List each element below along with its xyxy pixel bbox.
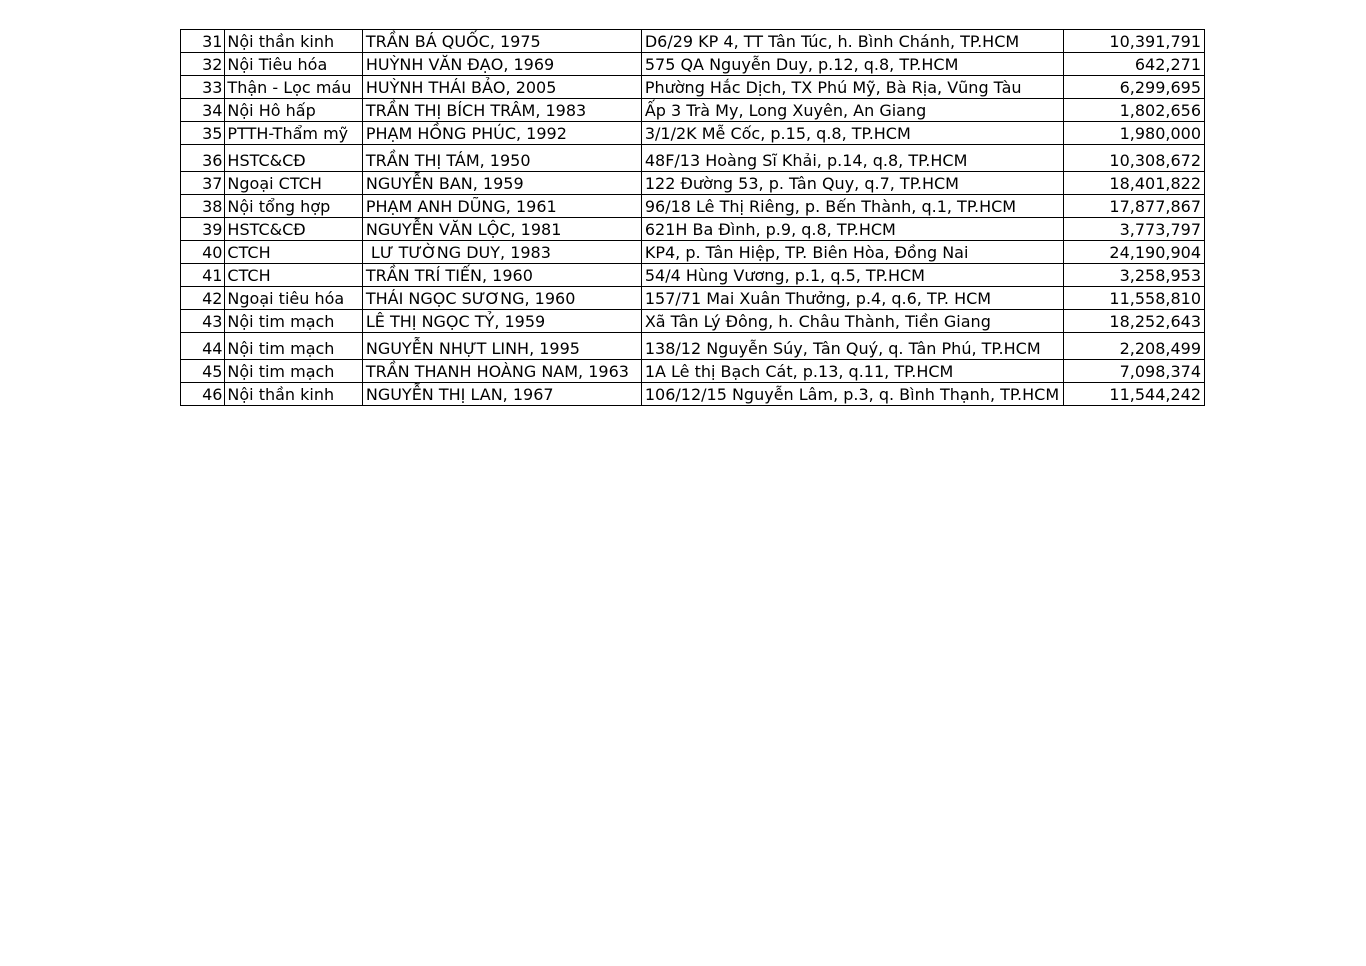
department-cell: PTTH-Thẩm mỹ (225, 122, 362, 145)
amount-cell: 17,877,867 (1064, 195, 1205, 218)
patient-name-cell: LÊ THỊ NGỌC TỶ, 1959 (362, 310, 641, 333)
patient-name-cell: THÁI NGỌC SƯƠNG, 1960 (362, 287, 641, 310)
department-cell: Nội tim mạch (225, 310, 362, 333)
amount-cell: 18,401,822 (1064, 172, 1205, 195)
patient-name-cell: PHẠM ANH DŨNG, 1961 (362, 195, 641, 218)
row-number: 33 (181, 76, 225, 99)
amount-cell: 642,271 (1064, 53, 1205, 76)
table-row (181, 241, 1205, 264)
address-cell: D6/29 KP 4, TT Tân Túc, h. Bình Chánh, TP.HCM (641, 30, 1064, 53)
amount-cell: 3,773,797 (1064, 218, 1205, 241)
amount-cell: 3,258,953 (1064, 264, 1205, 287)
amount-cell: 2,208,499 (1064, 333, 1205, 360)
department-cell: Thận - Lọc máu (225, 76, 362, 99)
row-number: 41 (181, 264, 225, 287)
table-row (181, 383, 1205, 406)
address-cell: 138/12 Nguyễn Súy, Tân Quý, q. Tân Phú, TP.HCM (641, 333, 1064, 360)
patient-table-body (181, 30, 1205, 406)
address-cell: 3/1/2K Mễ Cốc, p.15, q.8, TP.HCM (641, 122, 1064, 145)
table-row (181, 53, 1205, 76)
amount-cell: 24,190,904 (1064, 241, 1205, 264)
amount-cell: 18,252,643 (1064, 310, 1205, 333)
table-row (181, 172, 1205, 195)
address-cell: 96/18 Lê Thị Riêng, p. Bến Thành, q.1, TP.HCM (641, 195, 1064, 218)
patient-name-cell: NGUYỄN THỊ LAN, 1967 (362, 383, 641, 406)
amount-cell: 10,391,791 (1064, 30, 1205, 53)
row-number: 39 (181, 218, 225, 241)
patient-name-cell: NGUYỄN BAN, 1959 (362, 172, 641, 195)
table-row (181, 30, 1205, 53)
amount-cell: 11,544,242 (1064, 383, 1205, 406)
amount-cell: 7,098,374 (1064, 360, 1205, 383)
row-number: 38 (181, 195, 225, 218)
department-cell: HSTC&CĐ (225, 145, 362, 172)
amount-cell: 1,980,000 (1064, 122, 1205, 145)
amount-cell: 11,558,810 (1064, 287, 1205, 310)
department-cell: Nội tổng hợp (225, 195, 362, 218)
patient-name-cell: TRẦN THỊ BÍCH TRÂM, 1983 (362, 99, 641, 122)
amount-cell: 1,802,656 (1064, 99, 1205, 122)
address-cell: 575 QA Nguyễn Duy, p.12, q.8, TP.HCM (641, 53, 1064, 76)
patient-name-cell: NGUYỄN NHỰT LINH, 1995 (362, 333, 641, 360)
patient-name-cell: NGUYỄN VĂN LỘC, 1981 (362, 218, 641, 241)
department-cell: Ngoại tiêu hóa (225, 287, 362, 310)
patient-name-cell: HUỲNH THÁI BẢO, 2005 (362, 76, 641, 99)
department-cell: Nội thần kinh (225, 383, 362, 406)
department-cell: Nội Tiêu hóa (225, 53, 362, 76)
patient-name-cell: PHẠM HỒNG PHÚC, 1992 (362, 122, 641, 145)
row-number: 34 (181, 99, 225, 122)
table-row (181, 99, 1205, 122)
address-cell: KP4, p. Tân Hiệp, TP. Biên Hòa, Đồng Nai (641, 241, 1064, 264)
department-cell: CTCH (225, 264, 362, 287)
row-number: 37 (181, 172, 225, 195)
address-cell: 48F/13 Hoàng Sĩ Khải, p.14, q.8, TP.HCM (641, 145, 1064, 172)
amount-cell: 10,308,672 (1064, 145, 1205, 172)
address-cell: Ấp 3 Trà My, Long Xuyên, An Giang (641, 99, 1064, 122)
address-cell: Xã Tân Lý Đông, h. Châu Thành, Tiền Giang (641, 310, 1064, 333)
address-cell: 54/4 Hùng Vương, p.1, q.5, TP.HCM (641, 264, 1064, 287)
department-cell: HSTC&CĐ (225, 218, 362, 241)
address-cell: 122 Đường 53, p. Tân Quy, q.7, TP.HCM (641, 172, 1064, 195)
table-row (181, 76, 1205, 99)
department-cell: Ngoại CTCH (225, 172, 362, 195)
patient-name-cell: TRẦN TRÍ TIẾN, 1960 (362, 264, 641, 287)
patient-name-cell: TRẦN BÁ QUỐC, 1975 (362, 30, 641, 53)
department-cell: CTCH (225, 241, 362, 264)
table-row (181, 333, 1205, 360)
department-cell: Nội tim mạch (225, 333, 362, 360)
row-number: 32 (181, 53, 225, 76)
row-number: 43 (181, 310, 225, 333)
row-number: 46 (181, 383, 225, 406)
patient-name-cell: LƯ TƯỜNG DUY, 1983 (362, 241, 641, 264)
address-cell: 157/71 Mai Xuân Thưởng, p.4, q.6, TP. HCM (641, 287, 1064, 310)
department-cell: Nội Hô hấp (225, 99, 362, 122)
row-number: 42 (181, 287, 225, 310)
address-cell: Phường Hắc Dịch, TX Phú Mỹ, Bà Rịa, Vũng Tàu (641, 76, 1064, 99)
table-row (181, 287, 1205, 310)
department-cell: Nội thần kinh (225, 30, 362, 53)
table-row (181, 310, 1205, 333)
table-row (181, 145, 1205, 172)
patient-table (180, 29, 1205, 406)
table-row (181, 264, 1205, 287)
address-cell: 621H Ba Đình, p.9, q.8, TP.HCM (641, 218, 1064, 241)
row-number: 31 (181, 30, 225, 53)
address-cell: 106/12/15 Nguyễn Lâm, p.3, q. Bình Thạnh, TP.HCM (641, 383, 1064, 406)
row-number: 40 (181, 241, 225, 264)
patient-name-cell: TRẦN THỊ TÁM, 1950 (362, 145, 641, 172)
department-cell: Nội tim mạch (225, 360, 362, 383)
row-number: 35 (181, 122, 225, 145)
patient-name-cell: HUỲNH VĂN ĐẠO, 1969 (362, 53, 641, 76)
patient-name-cell: TRẦN THANH HOÀNG NAM, 1963 (362, 360, 641, 383)
table-row (181, 195, 1205, 218)
address-cell: 1A Lê thị Bạch Cát, p.13, q.11, TP.HCM (641, 360, 1064, 383)
table-row (181, 360, 1205, 383)
table-row (181, 122, 1205, 145)
table-row (181, 218, 1205, 241)
amount-cell: 6,299,695 (1064, 76, 1205, 99)
row-number: 36 (181, 145, 225, 172)
row-number: 45 (181, 360, 225, 383)
row-number: 44 (181, 333, 225, 360)
